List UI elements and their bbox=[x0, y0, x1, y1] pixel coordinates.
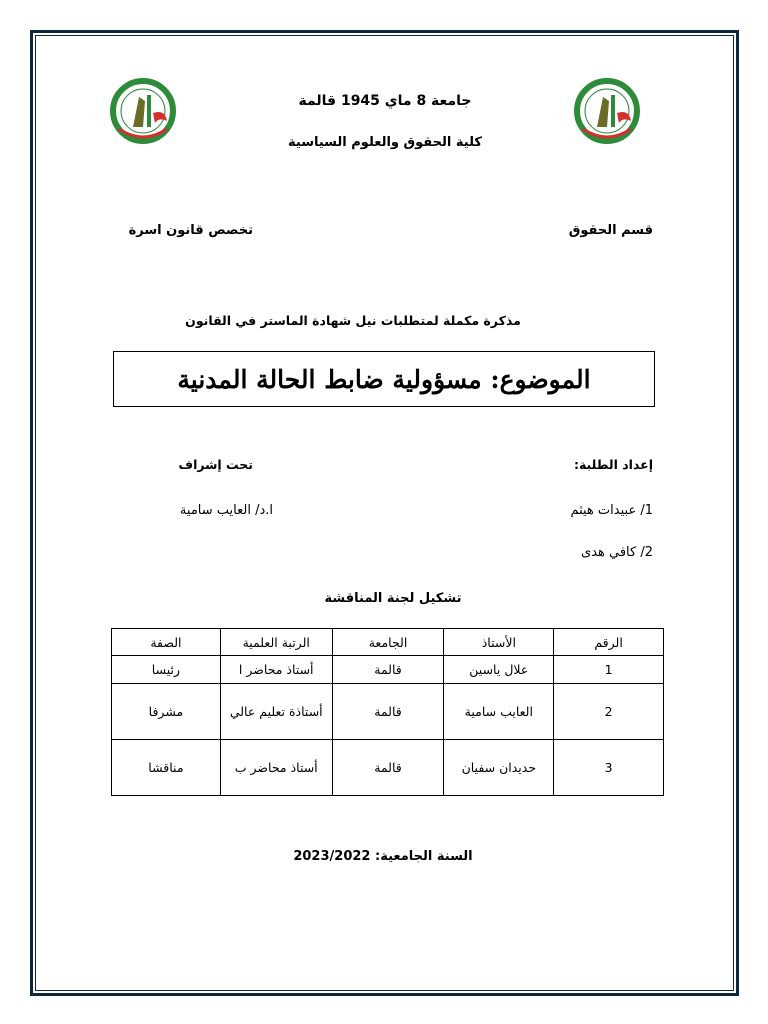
cell-role: مناقشا bbox=[112, 740, 221, 796]
jury-table-header bbox=[112, 629, 664, 656]
university-logo-left bbox=[109, 77, 177, 149]
cell-number: 2 bbox=[554, 684, 664, 740]
committee-title: تشكيل لجنة المناقشة bbox=[324, 591, 462, 606]
university-name: جامعة 8 ماي 1945 قالمة bbox=[298, 93, 472, 109]
header-rank: الرتبة العلمية bbox=[220, 629, 332, 656]
memo-line: مذكرة مكملة لمتطلبات نيل شهادة الماستر في القانون bbox=[185, 313, 521, 328]
header-professor: الأستاذ bbox=[444, 629, 554, 656]
department-name: قسم الحقوق bbox=[568, 223, 653, 238]
table-row bbox=[112, 684, 664, 740]
jury-table bbox=[111, 628, 664, 796]
prepared-by-label: إعداد الطلبة: bbox=[573, 457, 653, 472]
header-university: الجامعة bbox=[332, 629, 444, 656]
topic-title: الموضوع: مسؤولية ضابط الحالة المدنية bbox=[113, 351, 655, 407]
cell-university: قالمة bbox=[332, 656, 444, 684]
cell-number: 3 bbox=[554, 740, 664, 796]
cell-university: قالمة bbox=[332, 740, 444, 796]
header-role: الصفة bbox=[112, 629, 221, 656]
cell-professor: علال ياسين bbox=[444, 656, 554, 684]
table-row bbox=[112, 656, 664, 684]
cell-university: قالمة bbox=[332, 684, 444, 740]
cell-role: رئيسا bbox=[112, 656, 221, 684]
cell-number: 1 bbox=[554, 656, 664, 684]
cell-rank: أستاذ محاضر ا bbox=[220, 656, 332, 684]
specialty-name: تخصص قانون اسرة bbox=[128, 223, 253, 238]
university-logo-right bbox=[573, 77, 641, 149]
table-row bbox=[112, 740, 664, 796]
cell-rank: أستاذة تعليم عالي bbox=[220, 684, 332, 740]
student-1: 1/ عبيدات هيثم bbox=[570, 503, 653, 518]
academic-year: السنة الجامعية: 2023/2022 bbox=[293, 849, 473, 864]
supervisor-name: ا.د/ العايب سامية bbox=[179, 503, 273, 518]
cell-rank: أستاذ محاضر ب bbox=[220, 740, 332, 796]
student-2: 2/ كافي هدى bbox=[581, 545, 653, 560]
cell-professor: حديدان سفيان bbox=[444, 740, 554, 796]
supervision-label: تحت إشراف bbox=[178, 457, 253, 472]
header-number: الرقم bbox=[554, 629, 664, 656]
faculty-name: كلية الحقوق والعلوم السياسية bbox=[288, 135, 482, 150]
document-page bbox=[30, 30, 739, 996]
cell-professor: العايب سامية bbox=[444, 684, 554, 740]
cell-role: مشرفا bbox=[112, 684, 221, 740]
